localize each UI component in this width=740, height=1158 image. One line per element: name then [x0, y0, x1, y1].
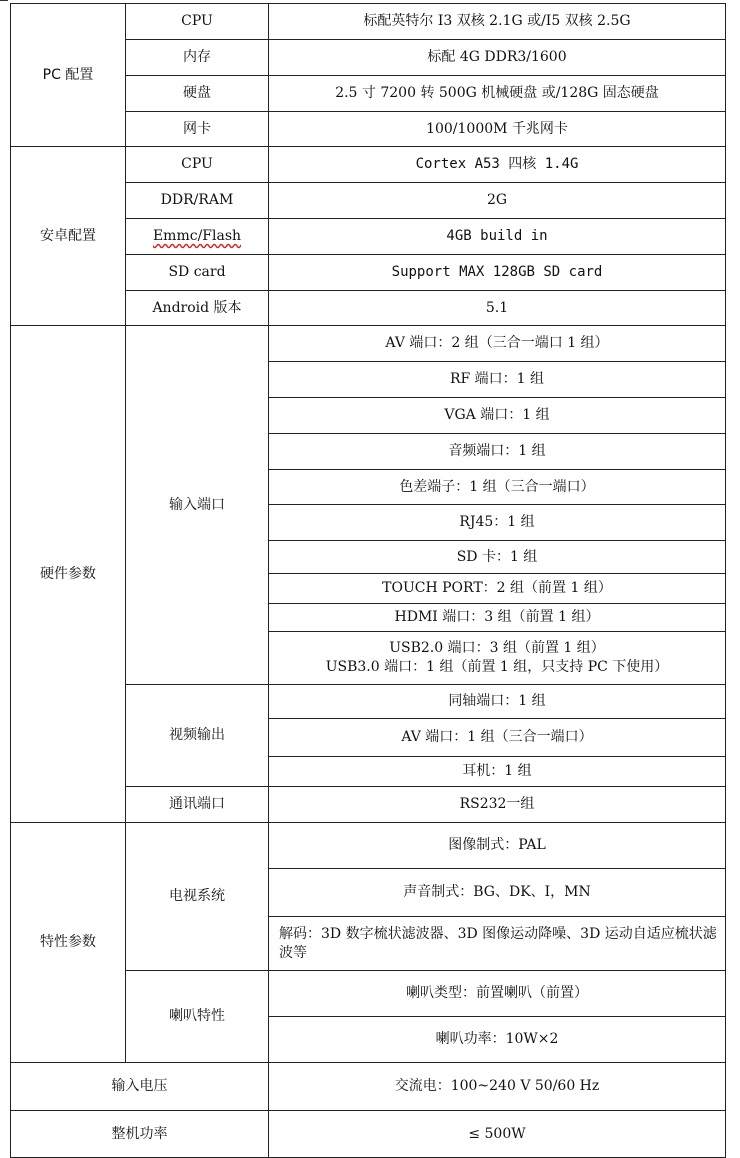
spec-value: RJ45：1 组	[269, 505, 726, 541]
spec-value: 标配英特尔 I3 双核 2.1G 或/I5 双核 2.5G	[269, 4, 726, 40]
spec-value: 音频端口：1 组	[269, 434, 726, 470]
spec-label: Android 版本	[126, 291, 269, 326]
spec-value: 图像制式：PAL	[269, 823, 726, 869]
spec-value-usb	[269, 632, 726, 685]
table-row	[11, 1063, 726, 1111]
usb3-line: USB3.0 端口：1 组（前置 1 组，只支持 PC 下使用）	[325, 659, 669, 675]
spec-value: 2.5 寸 7200 转 500G 机械硬盘 或/128G 固态硬盘	[269, 76, 726, 112]
spec-value: 声音制式：BG、DK、I，MN	[269, 869, 726, 917]
spec-value: Cortex A53 四核 1.4G	[269, 147, 726, 183]
spec-value: 解码：3D 数字梳状滤波器、3D 图像运动降噪、3D 运动自适应梳状滤波等	[269, 917, 726, 971]
spec-value: SD 卡：1 组	[269, 541, 726, 574]
spec-label: DDR/RAM	[126, 183, 269, 219]
table-row	[11, 326, 726, 362]
spec-value: 100/1000M 千兆网卡	[269, 112, 726, 147]
spec-value: 2G	[269, 183, 726, 219]
spec-label: 硬盘	[126, 76, 269, 112]
input-voltage-label: 输入电压	[11, 1063, 269, 1111]
section-pc-config: PC 配置	[11, 4, 126, 147]
group-input-ports: 输入端口	[126, 326, 269, 685]
corner-mark	[0, 0, 8, 1]
spec-label-text: Emmc/Flash	[152, 228, 242, 245]
spec-value: 色差端子：1 组（三合一端口）	[269, 470, 726, 505]
section-feature-params: 特性参数	[11, 823, 126, 1063]
spec-value: 交流电：100~240 V 50/60 Hz	[269, 1063, 726, 1111]
spec-value: RS232一组	[269, 787, 726, 823]
table-row	[11, 4, 726, 40]
group-tv-system: 电视系统	[126, 823, 269, 971]
group-video-output: 视频输出	[126, 685, 269, 787]
spec-value: 同轴端口：1 组	[269, 685, 726, 719]
spec-value: 4GB build in	[269, 219, 726, 255]
spec-value: HDMI 端口：3 组（前置 1 组）	[269, 604, 726, 632]
spec-value: ≤ 500W	[269, 1111, 726, 1158]
spec-label: CPU	[126, 4, 269, 40]
spec-value: AV 端口：2 组（三合一端口 1 组）	[269, 326, 726, 362]
spec-value: 5.1	[269, 291, 726, 326]
section-android-config: 安卓配置	[11, 147, 126, 326]
spec-value: AV 端口：1 组（三合一端口）	[269, 719, 726, 757]
spec-value: 标配 4G DDR3/1600	[269, 40, 726, 76]
usb2-line: USB2.0 端口：3 组（前置 1 组）	[389, 640, 605, 657]
table-row	[11, 1111, 726, 1158]
spec-label: SD card	[126, 255, 269, 291]
group-speaker: 喇叭特性	[126, 971, 269, 1063]
spec-value: 喇叭功率：10W×2	[269, 1017, 726, 1063]
spec-value: TOUCH PORT：2 组（前置 1 组）	[269, 574, 726, 604]
spec-label: 内存	[126, 40, 269, 76]
spec-value: RF 端口：1 组	[269, 362, 726, 398]
spec-label	[126, 219, 269, 255]
total-power-label: 整机功率	[11, 1111, 269, 1158]
table-row	[11, 823, 726, 869]
section-hardware-params: 硬件参数	[11, 326, 126, 823]
spec-value: 耳机：1 组	[269, 757, 726, 787]
spec-value: 喇叭类型：前置喇叭（前置）	[269, 971, 726, 1017]
spec-value: Support MAX 128GB SD card	[269, 255, 726, 291]
spec-label: CPU	[126, 147, 269, 183]
spec-value: VGA 端口：1 组	[269, 398, 726, 434]
table-row	[11, 147, 726, 183]
group-comm-port: 通讯端口	[126, 787, 269, 823]
spec-label: 网卡	[126, 112, 269, 147]
spec-table	[10, 3, 726, 1158]
